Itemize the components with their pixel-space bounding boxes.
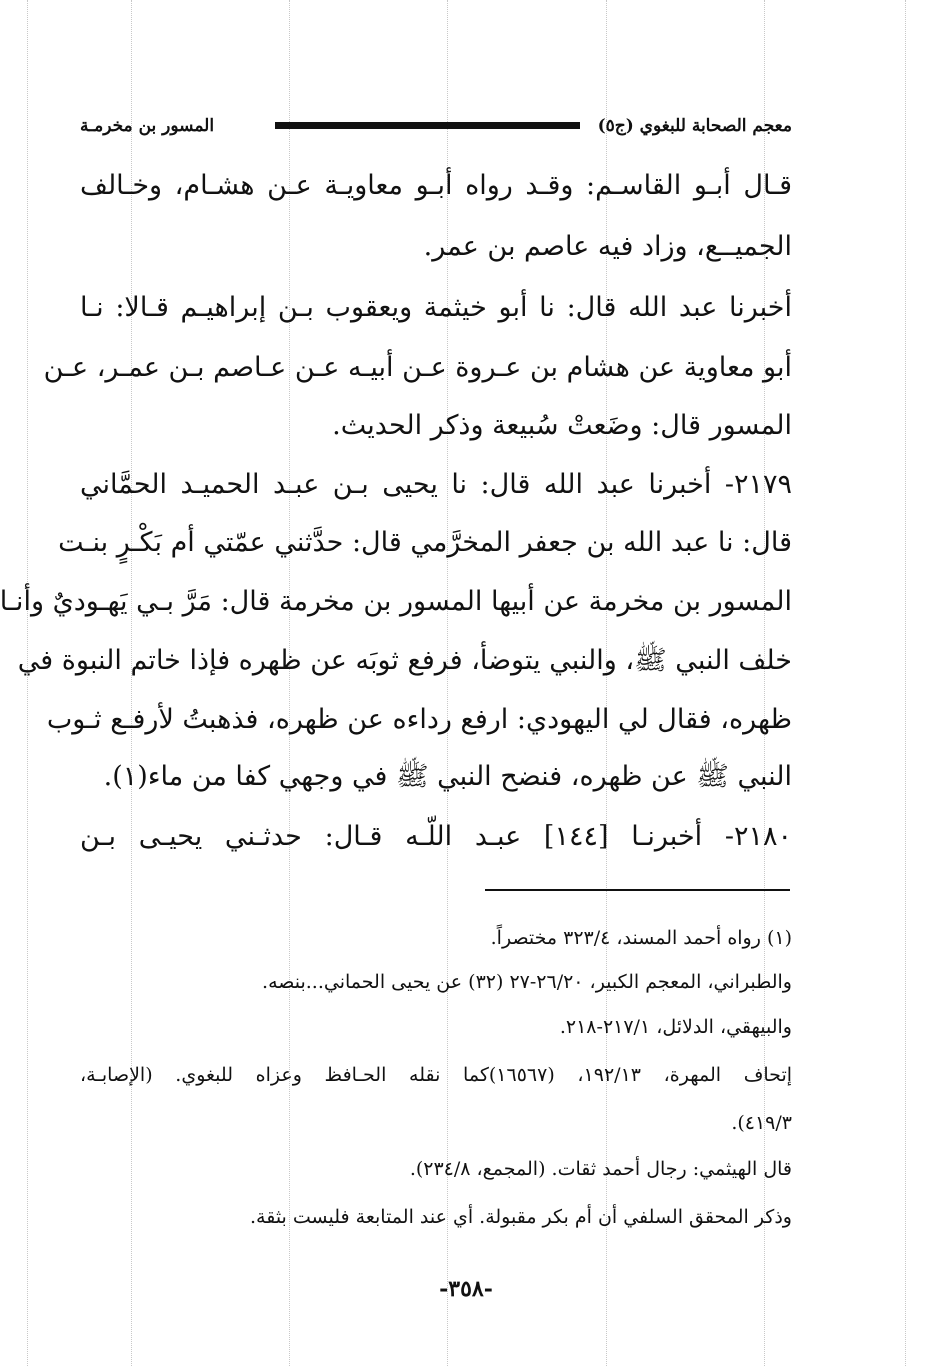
body-line: قـال أبـو القاسـم: وقـد رواه أبـو معاويـة عـن هشـام، وخـالف	[80, 170, 792, 201]
body-line: المسور قال: وضَعتْ سُبيعة وذكر الحديث.	[332, 410, 792, 441]
footnote-separator	[485, 889, 790, 891]
footnote-line: والبيهقي، الدلائل، ٢١٧/١-٢١٨.	[559, 1016, 792, 1038]
footnote-line: قال الهيثمي: رجال أحمد ثقات. (المجمع، ٢٣٤/٨).	[409, 1158, 792, 1180]
section-title: المسور بن مخرمـة	[80, 116, 215, 136]
body-line: أخبرنا عبد الله قال: نا أبو خيثمة ويعقوب بـن إبراهيـم قـالا: نـا	[80, 292, 792, 323]
book-title: معجم الصحابة للبغوي (ج٥)	[597, 116, 792, 136]
body-line: المسور بن مخرمة عن أبيها المسور بن مخرمة قال: مَرَّ بـي يَهـوديٌ وأنـا	[0, 586, 792, 617]
body-line: الجميــع، وزاد فيه عاصم بن عمر.	[423, 231, 792, 262]
scan-guide-line	[905, 0, 906, 1366]
scan-guide-line	[27, 0, 28, 1366]
body-line: ٢١٨٠- أخبرنـا [١٤٤] عبـد اللّـه قـال: حدثـني يحيـى بـن	[80, 821, 792, 852]
body-line: قال: نا عبد الله بن جعفر المخرَّمي قال: حدَّثني عمّتي أم بَكْـرٍ بنـت	[58, 527, 792, 558]
body-line: خلف النبي ﷺ، والنبي يتوضأ، فرفع ثوبَه عن ظهره فإذا خاتم النبوة في	[17, 645, 792, 676]
body-line: أبو معاوية عن هشام بن عـروة عـن أبيـه عـن عـاصم بـن عمـر، عـن	[43, 352, 792, 383]
page-number: -٣٥٨-	[439, 1276, 493, 1302]
running-header	[80, 112, 792, 142]
footnote-line: والطبراني، المعجم الكبير، ٢٦/٢٠-٢٧ (٣٢) عن يحيى الحماني...بنصه.	[262, 971, 792, 993]
footnote-line: (١) رواه أحمد المسند، ٣٢٣/٤ مختصراً.	[490, 927, 792, 949]
header-rule	[275, 122, 580, 129]
body-line: ظهره، فقال لي اليهودي: ارفع رداءه عن ظهره، فذهبتُ لأرفـع ثـوب	[46, 704, 792, 735]
footnote-line: إتحاف المهرة، ١٩٢/١٣، (١٦٥٦٧)كما نقله الحـافظ وعزاه للبغوي. (الإصابـة،	[80, 1064, 793, 1086]
body-line: ٢١٧٩- أخبرنا عبد الله قال: نا يحيى بـن عبـد الحميـد الحمَّاني	[80, 469, 792, 500]
footnote-line: وذكر المحقق السلفي أن أم بكر مقبولة. أي عند المتابعة فليست بثقة.	[249, 1206, 792, 1228]
footnote-line: ٤١٩/٣).	[731, 1112, 792, 1134]
body-line: النبي ﷺ عن ظهره، فنضح النبي ﷺ في وجهي كفا من ماء(١).	[103, 761, 792, 792]
